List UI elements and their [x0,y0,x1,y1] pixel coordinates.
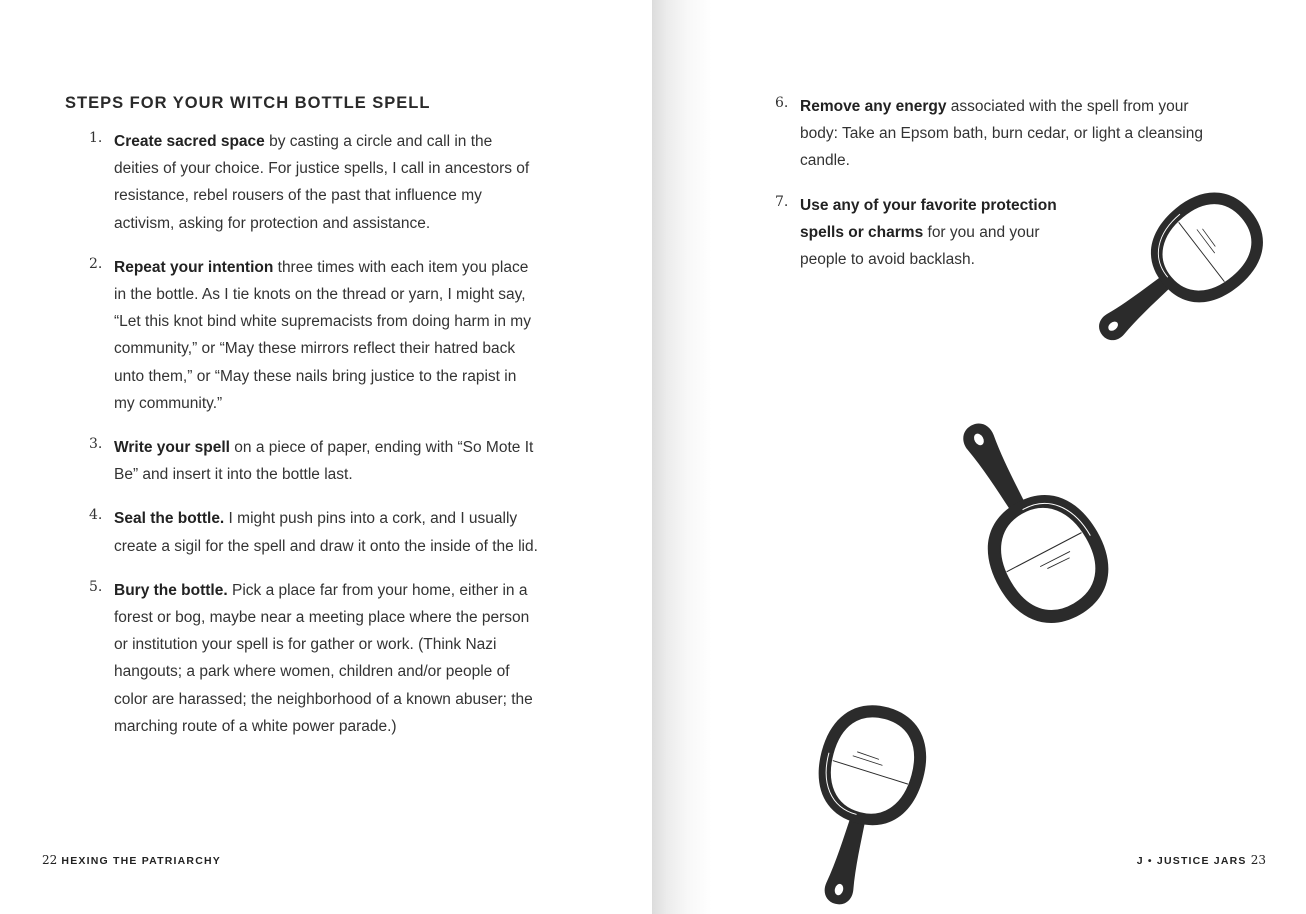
page-number: 23 [1250,853,1266,867]
step-number: 1. [89,130,103,146]
step-text [114,577,539,740]
step-title: Use any of your favorite protection spells or charms [800,196,1057,241]
section-heading: STEPS FOR YOUR WITCH BOTTLE SPELL [65,94,431,112]
step-title: Bury the bottle. [114,581,228,599]
step-item [89,577,539,740]
hand-mirror-icon [892,375,1142,645]
hand-mirror-icon [1092,140,1306,360]
step-item [89,505,539,559]
step-item [89,128,539,237]
step-item [89,254,539,417]
chapter-title: J • JUSTICE JARS [1136,855,1247,867]
step-title: Remove any energy [800,98,947,115]
step-number: 7. [775,193,789,210]
step-text [114,434,539,488]
right-page [652,0,1306,914]
step-number: 5. [89,578,103,595]
footer-left [42,853,221,867]
step-title: Repeat your intention [114,258,274,276]
left-page [0,0,652,914]
step-text [114,505,539,559]
step-text [114,128,539,237]
step-body: I might push pins into a cork, and I usually create a sigil for the spell and draw it onto the inside of the lid. [114,510,538,555]
step-body: by casting a circle and call in the deities of your choice. For justice spells, I call in ancestors of resistance, rebel rousers of the past that influence my activism, asking for protection and assistance. [114,133,530,232]
footer-right [1137,853,1266,867]
steps-list [89,128,539,757]
step-item [89,434,539,488]
step-number: 4. [89,507,103,524]
step-number: 2. [89,255,103,272]
step-title: Create sacred space [114,133,265,150]
step-number: 3. [89,436,103,453]
page-gutter [652,0,712,914]
step-text [800,192,1080,274]
step-body: three times with each item you place in the bottle. As I tie knots on the thread or yarn, I might say, “Let this knot bind white supremacists from doing harm in my community,” or “May these mirrors reflect their hatred back unto them,” or “May these nails bring justice to the rapist in my community.” [114,258,531,412]
step-title: Seal the bottle. [114,510,225,528]
step-body: on a piece of paper, ending with “So Mote It Be” and insert it into the bottle last. [114,439,534,484]
hand-mirror-icon [762,690,962,914]
step-body: associated with the spell from your body: Take an Epsom bath, burn cedar, or light a cleansing candle. [800,98,1203,170]
step-body: Pick a place far from your home, either in a forest or bog, maybe near a meeting place where the person or institution your spell is for gather or work. (Think Nazi hangouts; a park where women, children and/or people of color are harassed; the neighborhood of a known abuser; the marching route of a white power parade.) [114,581,533,735]
book-title: HEXING THE PATRIARCHY [61,855,221,867]
step-body: for you and your people to avoid backlash. [800,223,1040,269]
step-title: Write your spell [114,439,230,457]
page-number: 22 [42,853,58,867]
step-text [114,254,539,417]
step-number: 6. [775,95,789,111]
